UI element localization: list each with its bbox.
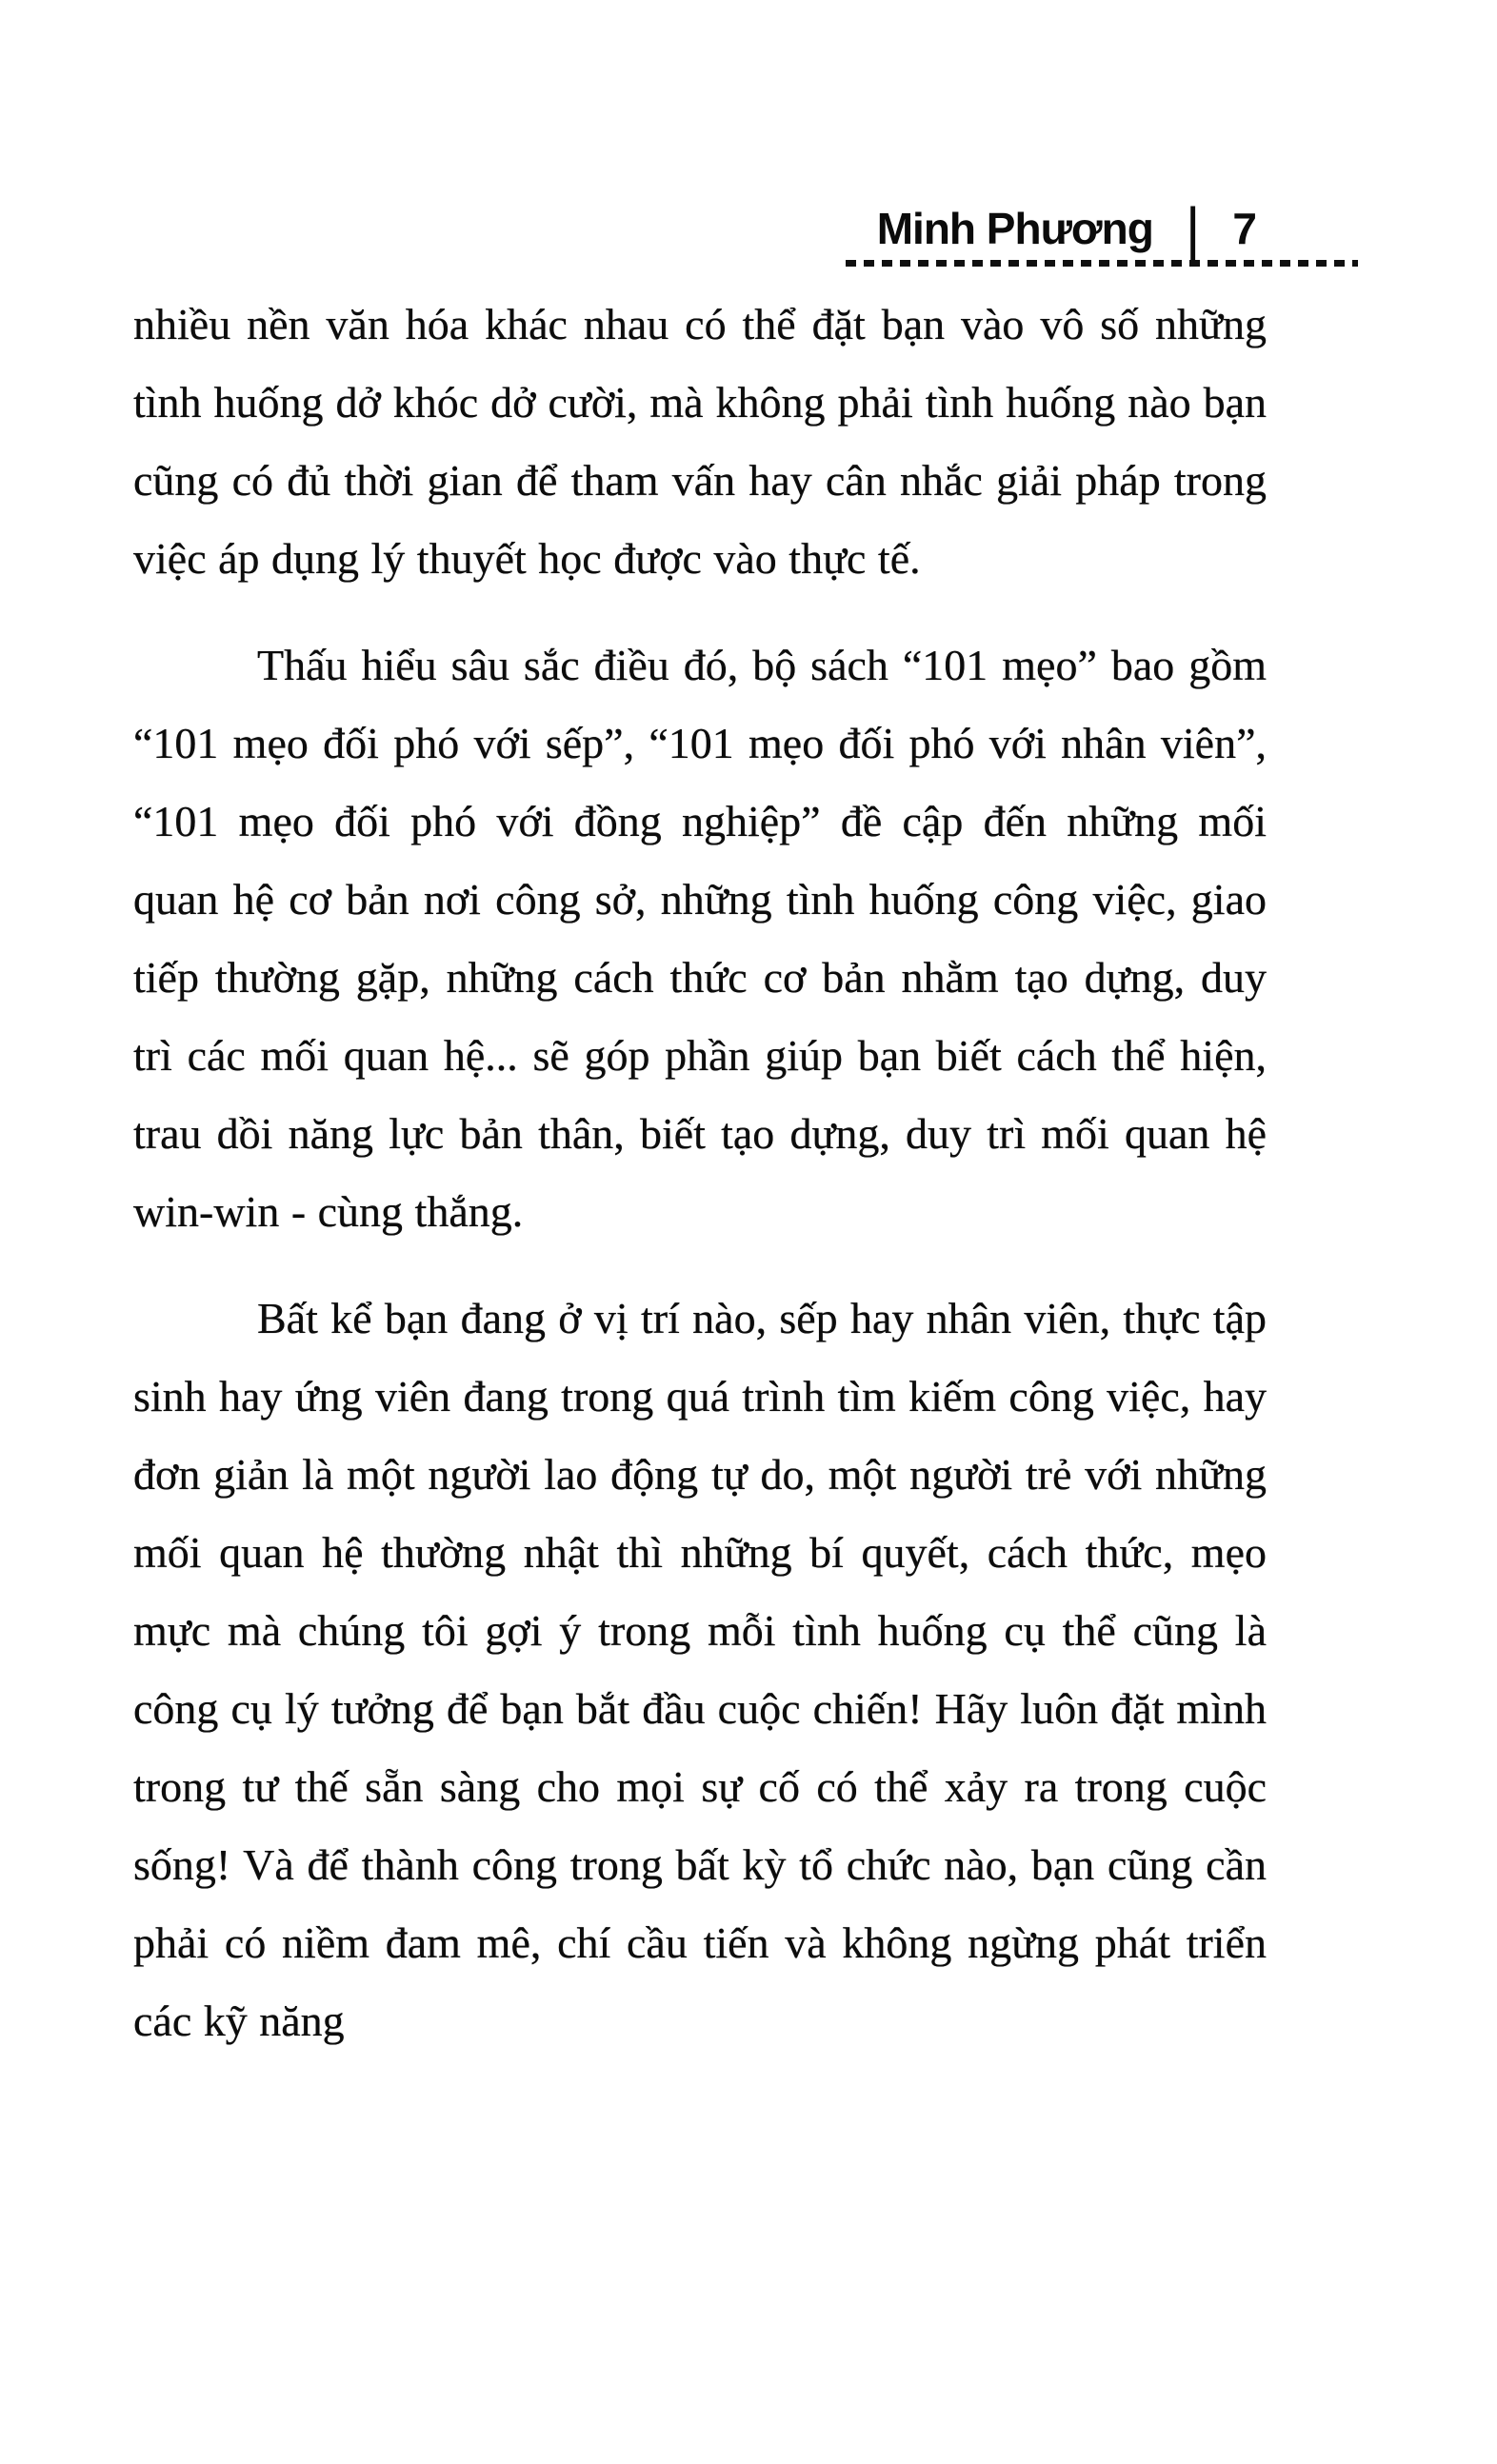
header-separator-bar: | <box>1185 196 1201 260</box>
paragraph-book-series: Thấu hiểu sâu sắc điều đó, bộ sách “101 mẹo” bao gồm “101 mẹo đối phó với sếp”, “101 mẹo đối phó với nhân viên”, “101 mẹo đối phó với đồng nghiệp” đề cập đến những mối quan hệ cơ bản nơi công sở, những tình huống công việc, giao tiếp thường gặp, những cách thức cơ bản nhằm tạo dựng, duy trì các mối quan hệ... sẽ góp phần giúp bạn biết cách thể hiện, trau dồi năng lực bản thân, biết tạo dựng, duy trì mối quan hệ win-win - cùng thắng. <box>133 641 1267 1236</box>
author-name: Minh Phương <box>876 204 1153 253</box>
page-number: 7 <box>1232 204 1257 253</box>
header-dashed-rule <box>846 260 1358 267</box>
page-text <box>133 286 1267 2060</box>
paragraph-continuation: nhiều nền văn hóa khác nhau có thể đặt bạn vào vô số những tình huống dở khóc dở cười, mà không phải tình huống nào bạn cũng có đủ thời gian để tham vấn hay cân nhắc giải pháp trong việc áp dụng lý thuyết học được vào thực tế. <box>133 300 1267 583</box>
running-head <box>876 196 1257 260</box>
paragraph-reader-advice: Bất kể bạn đang ở vị trí nào, sếp hay nhân viên, thực tập sinh hay ứng viên đang trong quá trình tìm kiếm công việc, hay đơn giản là một người lao động tự do, một người trẻ với những mối quan hệ thường nhật thì những bí quyết, cách thức, mẹo mực mà chúng tôi gợi ý trong mỗi tình huống cụ thể cũng là công cụ lý tưởng để bạn bắt đầu cuộc chiến! Hãy luôn đặt mình trong tư thế sẵn sàng cho mọi sự cố có thể xảy ra trong cuộc sống! Và để thành công trong bất kỳ tổ chức nào, bạn cũng cần phải có niềm đam mê, chí cầu tiến và không ngừng phát triển các kỹ năng <box>133 1294 1267 2045</box>
